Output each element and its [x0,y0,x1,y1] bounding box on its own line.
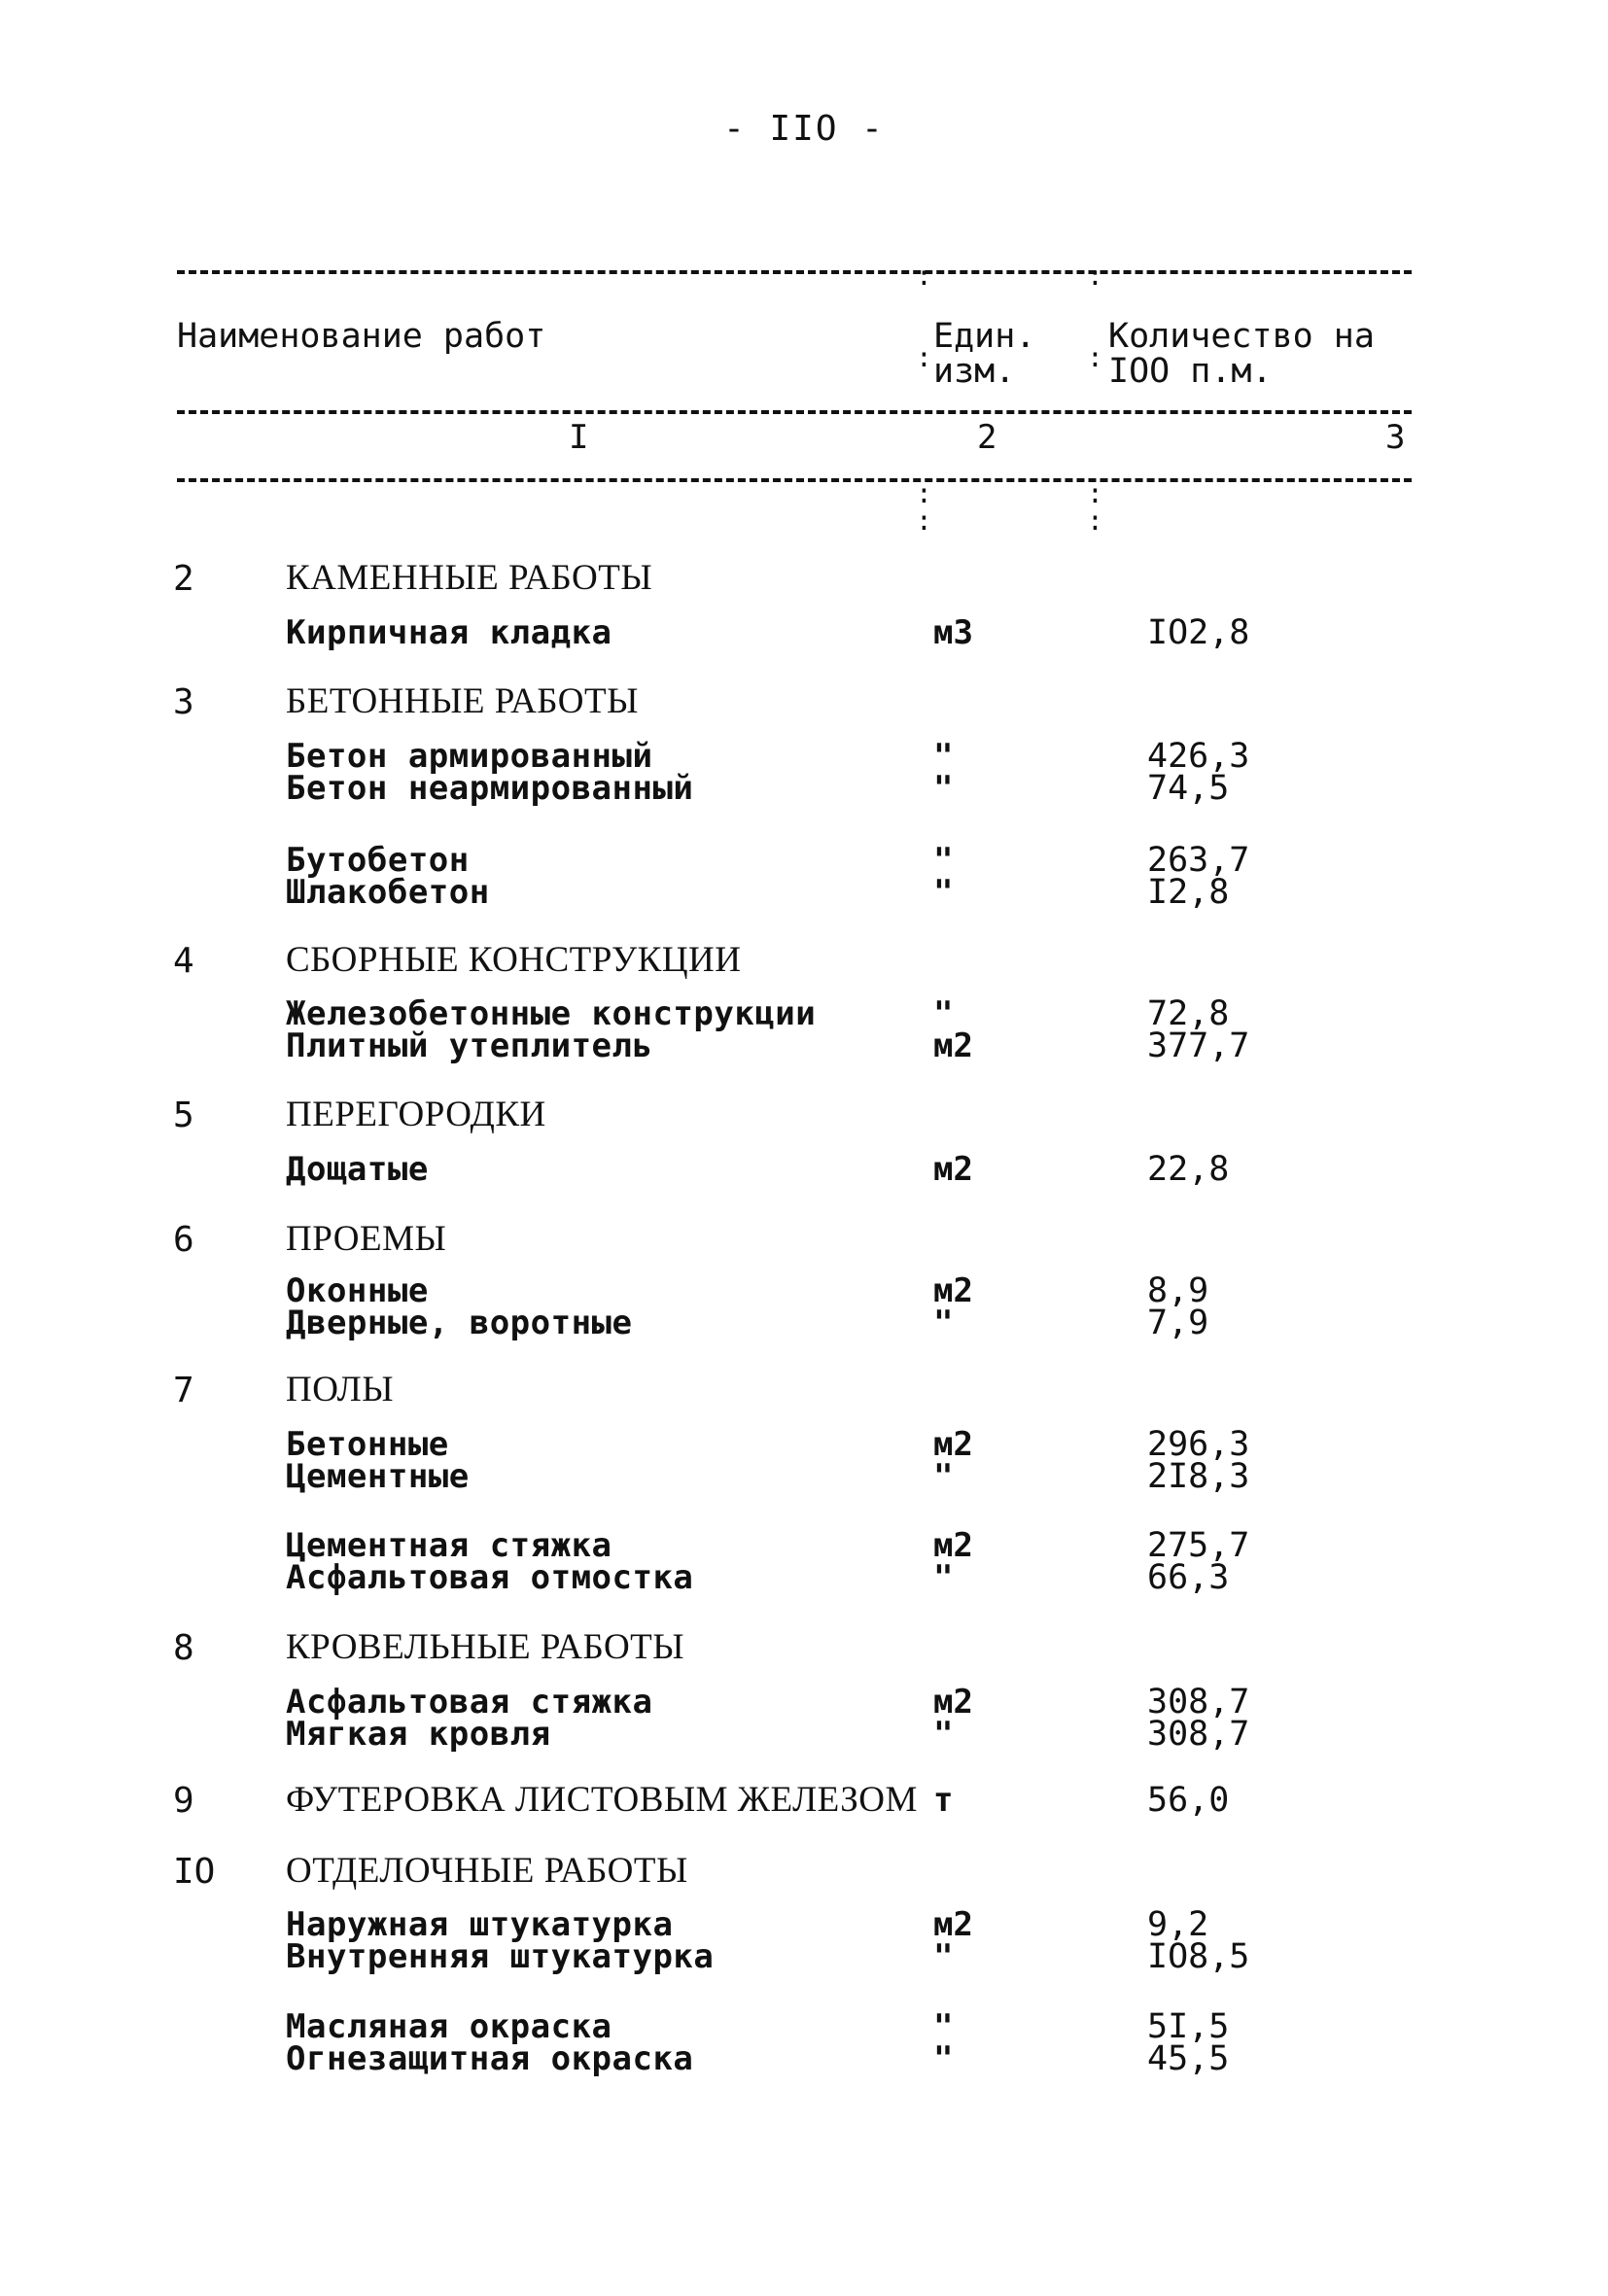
item-name: Дверные, воротные [286,1304,633,1342]
section-number: 2 [173,559,194,599]
section-title: СБОРНЫЕ КОНСТРУКЦИИ [286,940,742,980]
item-unit: " [933,841,954,880]
item-value: IO2,8 [1147,613,1250,652]
item-name: Железобетонные конструкции [286,994,817,1033]
item-unit: м3 [933,613,973,652]
item-name: Бутобетон [286,841,470,880]
item-unit: " [933,873,954,912]
item-unit: м2 [933,1683,973,1722]
section-number: 3 [173,682,194,722]
section-title: БЕТОННЫЕ РАБОТЫ [286,681,639,721]
section-number: 6 [173,1220,194,1260]
header-rule-bottom [177,478,1412,482]
item-value: 66,3 [1147,1558,1230,1597]
header-rule-top [177,270,1412,274]
item-value: 2I8,3 [1147,1457,1250,1496]
item-value: 426,3 [1147,737,1250,776]
item-unit: " [933,1457,954,1496]
item-value: 74,5 [1147,769,1230,808]
item-unit: т [933,1781,954,1820]
section-title: ФУТЕРОВКА ЛИСТОВЫМ ЖЕЛЕЗОМ [286,1780,918,1820]
item-name: Наружная штукатурка [286,1905,674,1944]
item-unit: м2 [933,1905,973,1944]
item-unit: " [933,994,954,1033]
item-value: 263,7 [1147,841,1250,880]
header-rule-middle [177,410,1412,414]
item-unit: м2 [933,1026,973,1065]
section-number: 9 [173,1781,194,1821]
section-number: 8 [173,1628,194,1668]
item-unit: " [933,1558,954,1597]
item-value: 7,9 [1147,1304,1209,1342]
item-name: Внутренняя штукатурка [286,1937,715,1976]
section-number: 5 [173,1096,194,1135]
column-separator-2: : : : : [1087,260,1103,537]
section-title: ОТДЕЛОЧНЫЕ РАБОТЫ [286,1851,688,1891]
item-name: Дощатые [286,1150,429,1189]
item-name: Цементная стяжка [286,1526,612,1565]
item-unit: м2 [933,1150,973,1189]
item-name: Масляная окраска [286,2007,612,2046]
item-value: 377,7 [1147,1026,1250,1065]
section-number: IO [173,1852,216,1892]
item-name: Оконные [286,1271,429,1310]
item-name: Кирпичная кладка [286,613,612,652]
section-title: ПОЛЫ [286,1370,394,1409]
item-name: Асфальтовая отмостка [286,1558,694,1597]
item-value: 72,8 [1147,994,1230,1033]
item-value: 296,3 [1147,1425,1250,1464]
item-name: Бетон неармированный [286,769,694,808]
item-unit: " [933,2007,954,2046]
item-unit: " [933,1304,954,1342]
item-name: Огнезащитная окраска [286,2039,694,2078]
item-unit: м2 [933,1526,973,1565]
item-unit: м2 [933,1425,973,1464]
item-name: Мягкая кровля [286,1715,551,1754]
section-number: 7 [173,1371,194,1410]
item-name: Асфальтовая стяжка [286,1683,653,1722]
item-unit: " [933,2039,954,2078]
item-unit: " [933,737,954,776]
item-value: IO8,5 [1147,1937,1250,1976]
section-title: КАМЕННЫЕ РАБОТЫ [286,558,653,598]
item-value: 8,9 [1147,1271,1209,1310]
item-name: Цементные [286,1457,470,1496]
header-col3-number: 3 [1385,418,1406,457]
item-unit: " [933,1937,954,1976]
item-name: Бетонные [286,1425,449,1464]
item-value: 45,5 [1147,2039,1230,2078]
section-number: 4 [173,941,194,981]
item-value: 308,7 [1147,1715,1250,1754]
item-value: 308,7 [1147,1683,1250,1722]
item-name: Плитный утеплитель [286,1026,653,1065]
item-value: 9,2 [1147,1905,1209,1944]
section-title: ПРОЕМЫ [286,1219,447,1259]
item-value: 56,0 [1147,1781,1230,1820]
header-col2-title: Един. изм. [933,317,1036,391]
column-separator-1: : : : : [916,260,932,537]
header-col1-number: I [569,418,589,457]
item-value: 5I,5 [1147,2007,1230,2046]
item-unit: " [933,769,954,808]
header-col2-number: 2 [977,418,997,457]
item-name: Бетон армированный [286,737,653,776]
header-col3-title: Количество на IOO п.м. [1108,317,1375,391]
item-value: 22,8 [1147,1150,1230,1189]
item-unit: м2 [933,1271,973,1310]
item-name: Шлакобетон [286,873,490,912]
item-unit: " [933,1715,954,1754]
page-number: - IIO - [723,109,885,149]
item-value: I2,8 [1147,873,1230,912]
header-col1-title: Наименование работ [177,317,546,356]
item-value: 275,7 [1147,1526,1250,1565]
section-title: КРОВЕЛЬНЫЕ РАБОТЫ [286,1627,685,1667]
section-title: ПЕРЕГОРОДКИ [286,1095,546,1134]
